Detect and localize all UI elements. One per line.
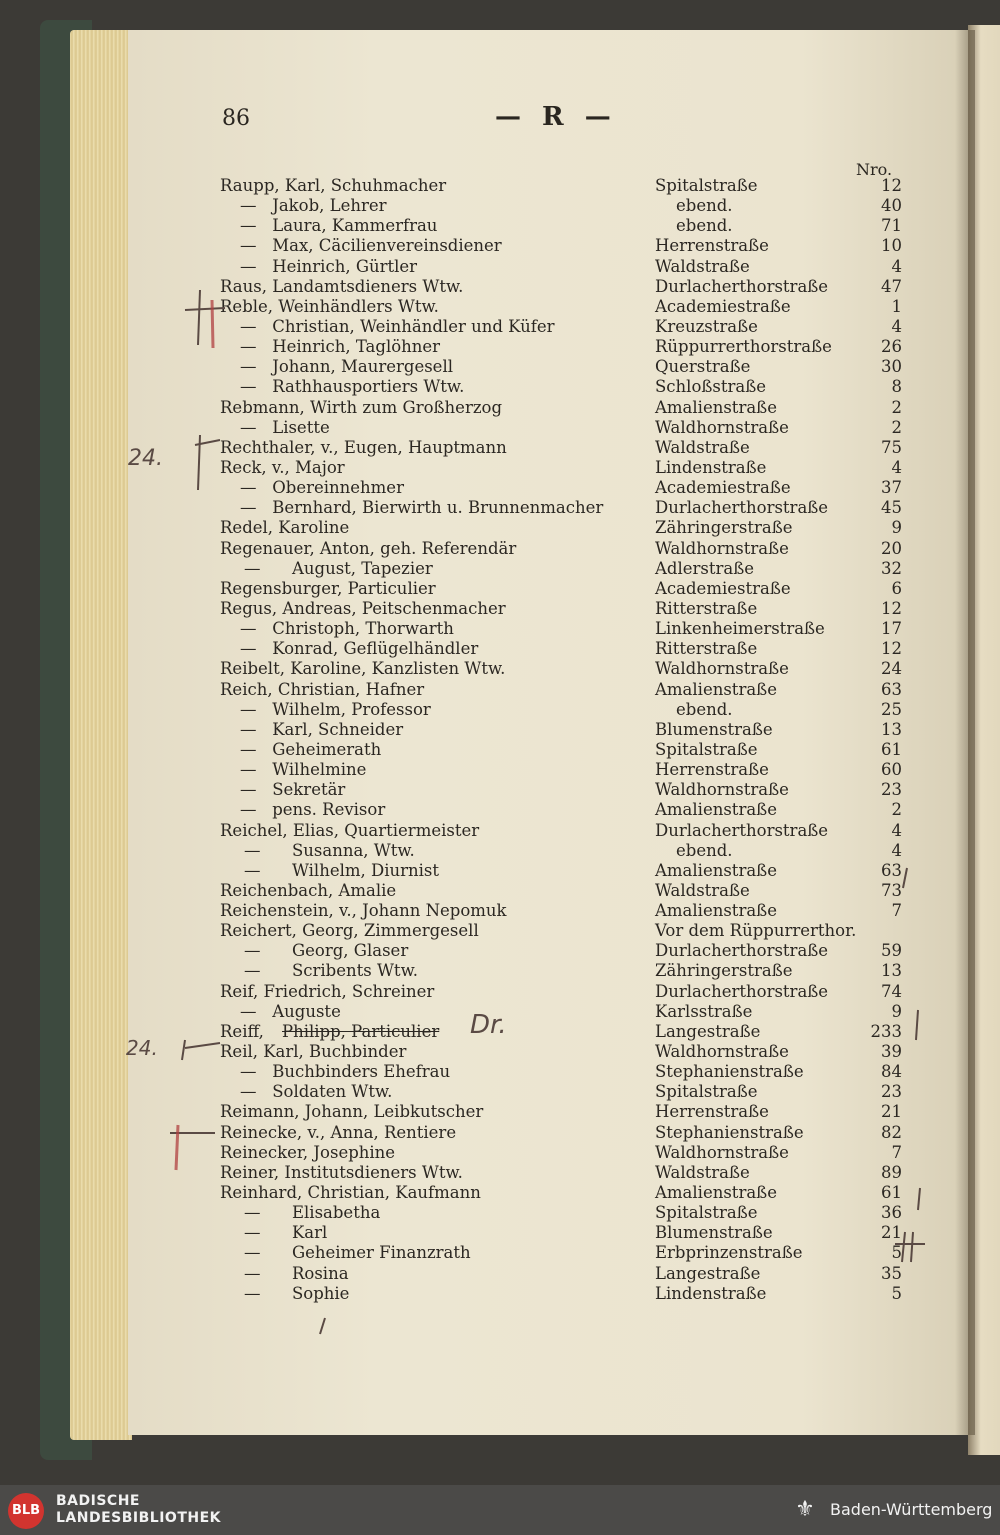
entry-street: Amalienstraße [655,860,777,880]
entry-name: — Lisette [240,417,330,437]
entry-street: Vor dem Rüppurrerthor. [655,921,857,941]
entry-street: Amalienstraße [655,800,777,820]
entry-house-number: 4 [891,820,902,840]
entry-street: Academiestraße [655,578,791,598]
entry-street: Academiestraße [655,478,791,498]
library-name-line1: BADISCHE [56,1493,140,1509]
entry-name: Reinecker, Josephine [220,1142,396,1162]
entry-street: ebend. [676,216,733,236]
entry-street: Amalienstraße [655,1183,777,1203]
entry-house-number: 21 [881,1223,902,1243]
entry-name: — Christoph, Thorwarth [240,619,454,639]
entry-house-number: 4 [891,840,902,860]
entry-name: Reiner, Institutsdieners Wtw. [220,1162,463,1182]
entry-name: — Jakob, Lehrer [240,196,387,216]
entry-name: — Wilhelm, Diurnist [244,860,440,880]
entry-name: — Laura, Kammerfrau [240,216,438,236]
entry-name: — Sekretär [240,780,346,800]
entry-street: Academiestraße [655,296,791,316]
entry-name: — Buchbinders Ehefrau [240,1062,451,1082]
entry-name: — Scribents Wtw. [244,961,418,981]
entry-street: Amalienstraße [655,397,777,417]
entry-street: Rüppurrerthorstraße [655,337,832,357]
entry-name: — Georg, Glaser [244,941,409,961]
entry-house-number: 6 [891,578,902,598]
entry-street: Adlerstraße [655,558,755,578]
entry-name: Reil, Karl, Buchbinder [220,1042,407,1062]
entry-house-number: 4 [891,316,902,336]
entry-name: — Wilhelmine [240,760,367,780]
entry-house-number: 75 [881,437,902,457]
entry-house-number: 36 [881,1203,902,1223]
entry-house-number: 4 [891,256,902,276]
entry-street: Ritterstraße [655,639,758,659]
entry-house-number: 61 [881,1183,902,1203]
entry-street: Langestraße [655,1263,761,1283]
entry-house-number: 59 [881,941,902,961]
entry-house-number: 13 [881,961,902,981]
entry-name: Reichenbach, Amalie [220,880,397,900]
entry-house-number: 4 [891,457,902,477]
entry-name: Regensburger, Particulier [220,578,436,598]
entry-street: Waldhornstraße [655,780,789,800]
entry-house-number: 24 [881,659,902,679]
entry-house-number: 73 [881,880,902,900]
entry-street: Waldhornstraße [655,1142,789,1162]
entry-name: Reichert, Georg, Zimmergesell [220,921,479,941]
entry-name: Reich, Christian, Hafner [220,679,425,699]
state-name: Baden-Württemberg [830,1500,993,1519]
entry-name: — Bernhard, Bierwirth u. Brunnenmacher [240,498,604,518]
blb-logo-icon: BLB [8,1493,44,1529]
entry-name: — Geheimerath [240,739,382,759]
entry-name: Regenauer, Anton, geh. Referendär [220,538,517,558]
entry-house-number: 26 [881,337,902,357]
entry-house-number: 37 [881,478,902,498]
entry-name: Reichel, Elias, Quartiermeister [220,820,480,840]
entry-street: Zähringerstraße [655,961,793,981]
entry-name: Reiff, [220,1021,270,1041]
entry-street: Durlacherthorstraße [655,820,829,840]
entry-street: ebend. [676,196,733,216]
entry-name: — Auguste [240,1001,341,1021]
entry-name: Reif, Friedrich, Schreiner [220,981,435,1001]
entry-name: — Rathhausportiers Wtw. [240,377,465,397]
entry-street: Waldhornstraße [655,1042,789,1062]
entry-name: Reinhard, Christian, Kaufmann [220,1183,481,1203]
entry-name: — pens. Revisor [240,800,386,820]
entry-street: Kreuzstraße [655,316,758,336]
entry-house-number: 35 [881,1263,902,1283]
entry-street: Waldhornstraße [655,659,789,679]
struck-entry-text: Philipp, Particulier [282,1021,440,1041]
entry-street: Waldstraße [655,1162,750,1182]
viewer-footer [0,1485,1000,1535]
entry-house-number: 2 [891,800,902,820]
entry-name: — Susanna, Wtw. [244,840,415,860]
entry-street: Schloßstraße [655,377,767,397]
entry-name: Reichenstein, v., Johann Nepomuk [220,901,507,921]
entry-street: Durlacherthorstraße [655,981,829,1001]
entry-street: Waldstraße [655,256,750,276]
entry-street: Durlacherthorstraße [655,941,829,961]
entry-name: Rechthaler, v., Eugen, Hauptmann [220,437,507,457]
entry-house-number: 233 [870,1021,902,1041]
entry-house-number: 9 [891,1001,902,1021]
entry-house-number: 60 [881,760,902,780]
lions-crest-icon: ⚜ [795,1497,815,1522]
entry-name: — Geheimer Finanzrath [244,1243,471,1263]
entry-house-number: 23 [881,1082,902,1102]
entry-name: — August, Tapezier [244,558,433,578]
entry-house-number: 2 [891,397,902,417]
entry-street: ebend. [676,699,733,719]
entry-street: Zähringerstraße [655,518,793,538]
entry-house-number: 61 [881,739,902,759]
entry-name: Redel, Karoline [220,518,350,538]
entry-house-number: 12 [881,598,902,618]
entry-name: — Rosina [244,1263,349,1283]
entry-street: Stephanienstraße [655,1062,804,1082]
entry-name: — Wilhelm, Professor [240,699,431,719]
entry-house-number: 1 [891,296,902,316]
entry-house-number: 17 [881,619,902,639]
entry-house-number: 20 [881,538,902,558]
entry-street: Waldstraße [655,437,750,457]
entry-house-number: 84 [881,1062,902,1082]
entry-street: ebend. [676,840,733,860]
entry-street: Waldhornstraße [655,417,789,437]
entry-street: Linkenheimerstraße [655,619,825,639]
entry-street: Herrenstraße [655,760,769,780]
entry-house-number: 47 [881,276,902,296]
entry-house-number: 12 [881,176,902,195]
entry-house-number: 89 [881,1162,902,1182]
entry-street: Durlacherthorstraße [655,276,829,296]
entry-street: Stephanienstraße [655,1122,804,1142]
entry-name: — Konrad, Geflügelhändler [240,639,479,659]
entry-street: Erbprinzenstraße [655,1243,803,1263]
entry-street: Spitalstraße [655,176,758,195]
entry-house-number: 32 [881,558,902,578]
entry-street: Querstraße [655,357,751,377]
entry-street: Waldhornstraße [655,538,789,558]
entry-house-number: 63 [881,860,902,880]
entry-street: Herrenstraße [655,1102,769,1122]
entry-name: — Sophie [244,1283,350,1303]
entry-house-number: 8 [891,377,902,397]
entry-house-number: 39 [881,1042,902,1062]
entry-street: Karlsstraße [655,1001,753,1021]
entry-name: Rebmann, Wirth zum Großherzog [220,397,503,417]
entry-street: Spitalstraße [655,739,758,759]
entry-name: Regus, Andreas, Peitschenmacher [220,598,506,618]
entry-house-number: 7 [891,901,902,921]
handwritten-mark-3: 24. [126,1036,158,1060]
entry-name: — Heinrich, Gürtler [240,256,418,276]
section-letter: — R — [495,102,617,132]
entry-house-number: 5 [891,1283,902,1303]
entry-house-number: 71 [881,216,902,236]
entry-street: Waldstraße [655,880,750,900]
entry-house-number: 30 [881,357,902,377]
entry-house-number: 2 [891,417,902,437]
number-column-header: Nro. [856,160,893,179]
entry-house-number: 10 [881,236,902,256]
entry-name: — Karl, Schneider [240,719,404,739]
entry-house-number: 45 [881,498,902,518]
entry-name: Raupp, Karl, Schuhmacher [220,176,447,195]
entry-house-number: 23 [881,780,902,800]
entry-house-number: 82 [881,1122,902,1142]
entry-street: Blumenstraße [655,719,773,739]
entry-house-number: 21 [881,1102,902,1122]
handwritten-mark-1: 24. [128,446,163,471]
entry-house-number: 13 [881,719,902,739]
library-name-line2: LANDESBIBLIOTHEK [56,1510,222,1526]
entry-name: — Elisabetha [244,1203,381,1223]
entry-name: Raus, Landamtsdieners Wtw. [220,276,464,296]
entry-street: Lindenstraße [655,1283,767,1303]
entry-house-number: 74 [881,981,902,1001]
entry-name: — Karl [244,1223,328,1243]
entry-street: Langestraße [655,1021,761,1041]
entry-street: Durlacherthorstraße [655,498,829,518]
entry-street: Spitalstraße [655,1082,758,1102]
entry-street: Lindenstraße [655,457,767,477]
entry-street: Blumenstraße [655,1223,773,1243]
entry-street: Amalienstraße [655,901,777,921]
entry-house-number: 25 [881,699,902,719]
entry-house-number: 7 [891,1142,902,1162]
entry-house-number: 9 [891,518,902,538]
entry-street: Ritterstraße [655,598,758,618]
entry-house-number: 5 [891,1243,902,1263]
entry-name: Reinecke, v., Anna, Rentiere [220,1122,457,1142]
entry-house-number: 40 [881,196,902,216]
entry-house-number: 12 [881,639,902,659]
entry-street: Spitalstraße [655,1203,758,1223]
entry-name: — Soldaten Wtw. [240,1082,393,1102]
entry-street: Herrenstraße [655,236,769,256]
page-number: 86 [222,106,250,131]
entry-name: Reimann, Johann, Leibkutscher [220,1102,484,1122]
entry-street: Amalienstraße [655,679,777,699]
entry-name: — Johann, Maurergesell [240,357,454,377]
entry-name: Reck, v., Major [220,457,345,477]
entry-name: — Christian, Weinhändler und Küfer [240,316,555,336]
entry-name: Reble, Weinhändlers Wtw. [220,296,439,316]
entry-name: — Obereinnehmer [240,478,404,498]
entry-name: — Heinrich, Taglöhner [240,337,441,357]
library-name [56,1493,221,1527]
entry-name: — Max, Cäcilienvereinsdiener [240,236,502,256]
handwritten-mark-2: Dr. [470,1010,507,1040]
entry-house-number: 63 [881,679,902,699]
entry-name: Reibelt, Karoline, Kanzlisten Wtw. [220,659,506,679]
